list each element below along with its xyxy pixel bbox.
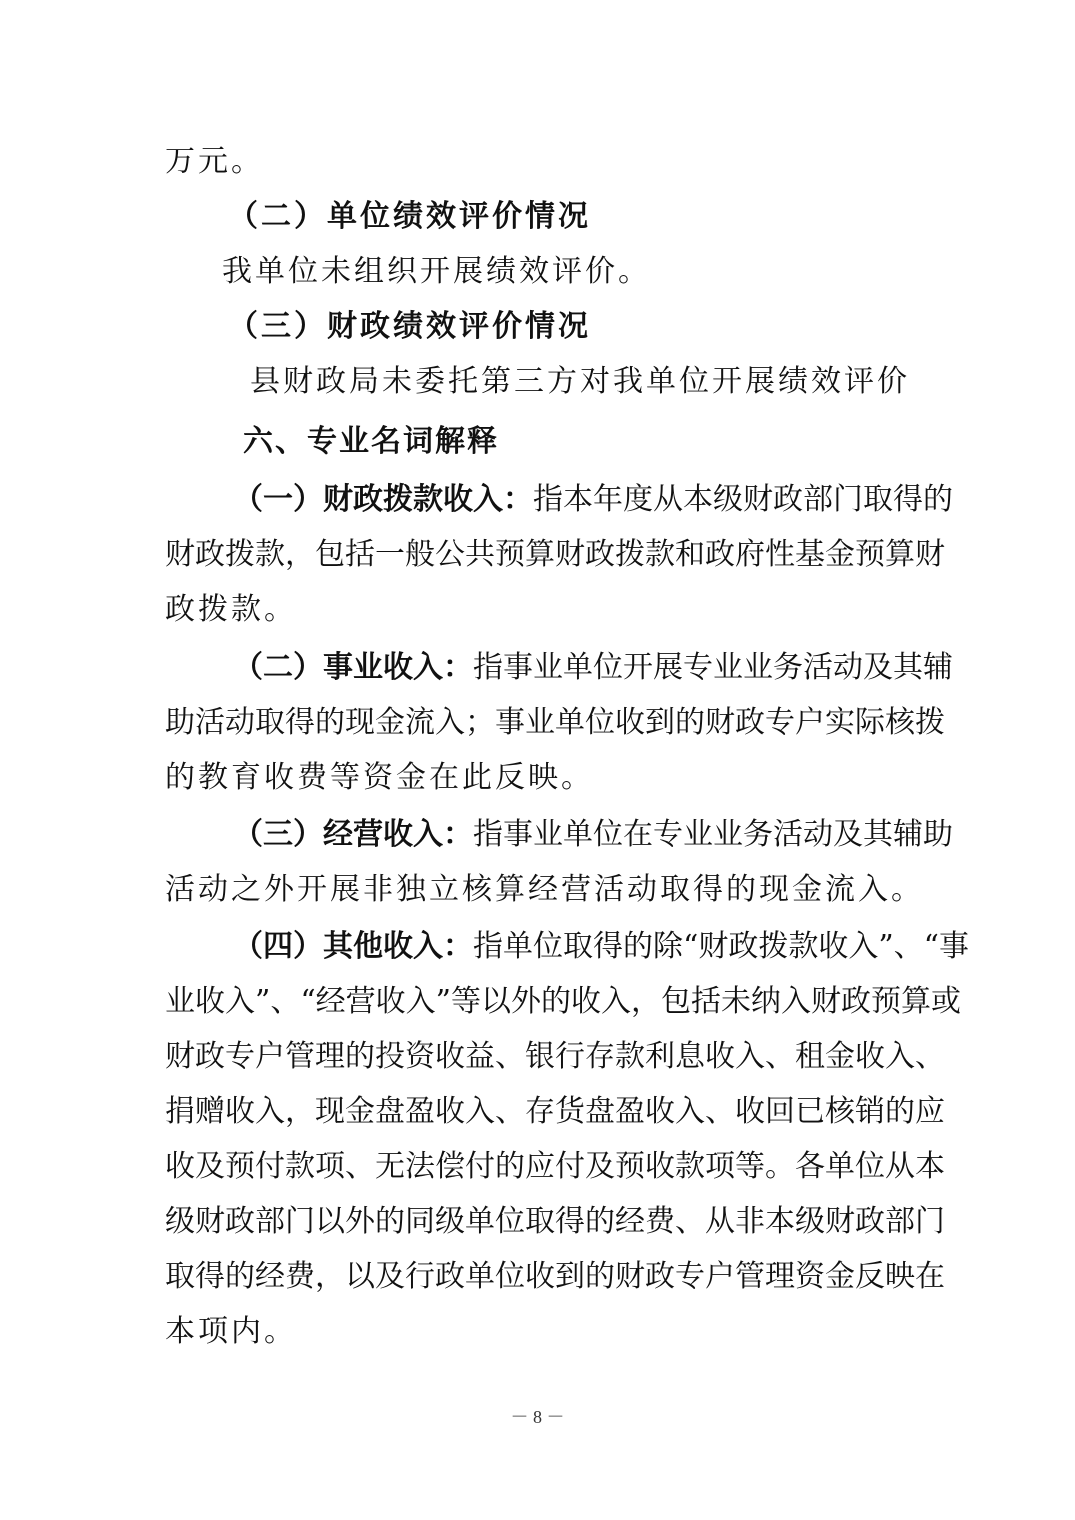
text-line: 的教育收费等资金在此反映。 bbox=[165, 760, 594, 795]
definition-term: （四）其他收入： bbox=[233, 929, 473, 964]
definition-term: （一）财政拨款收入： bbox=[233, 482, 533, 517]
text-line: 本项内。 bbox=[165, 1314, 297, 1349]
text-line: 捐赠收入，现金盘盈收入、存货盘盈收入、收回已核销的应 bbox=[165, 1094, 945, 1129]
definition-term: （三）经营收入： bbox=[233, 817, 473, 852]
text-line: 县财政局未委托第三方对我单位开展绩效评价 bbox=[250, 364, 910, 399]
definition-line: （一）财政拨款收入：指本年度从本级财政部门取得的 bbox=[233, 482, 953, 517]
text-line: 业收入”、“经营收入”等以外的收入，包括未纳入财政预算或 bbox=[165, 984, 962, 1019]
text-line: 政拨款。 bbox=[165, 592, 297, 627]
text-line: 我单位未组织开展绩效评价。 bbox=[222, 254, 651, 289]
definition-term: （二）事业收入： bbox=[233, 650, 473, 685]
text-line: 活动之外开展非独立核算经营活动取得的现金流入。 bbox=[165, 872, 924, 907]
subsection-heading: （二）单位绩效评价情况 bbox=[228, 199, 591, 234]
text-line: 财政拨款，包括一般公共预算财政拨款和政府性基金预算财 bbox=[165, 537, 945, 572]
text-line: 万元。 bbox=[165, 144, 264, 179]
subsection-heading: （三）财政绩效评价情况 bbox=[228, 309, 591, 344]
definition-line: （四）其他收入：指单位取得的除“财政拨款收入”、“事 bbox=[233, 929, 970, 964]
page-number: － 8 － bbox=[510, 1407, 565, 1427]
text-line: 收及预付款项、无法偿付的应付及预收款项等。各单位从本 bbox=[165, 1149, 945, 1184]
definition-line: （三）经营收入：指事业单位在专业业务活动及其辅助 bbox=[233, 817, 953, 852]
section-heading: 六、专业名词解释 bbox=[243, 424, 499, 459]
text-line: 取得的经费，以及行政单位收到的财政专户管理资金反映在 bbox=[165, 1259, 945, 1294]
text-line: 级财政部门以外的同级单位取得的经费、从非本级财政部门 bbox=[165, 1204, 945, 1239]
text-line: 助活动取得的现金流入；事业单位收到的财政专户实际核拨 bbox=[165, 705, 945, 740]
text-line: 财政专户管理的投资收益、银行存款利息收入、租金收入、 bbox=[165, 1039, 945, 1074]
definition-line: （二）事业收入：指事业单位开展专业业务活动及其辅 bbox=[233, 650, 953, 685]
